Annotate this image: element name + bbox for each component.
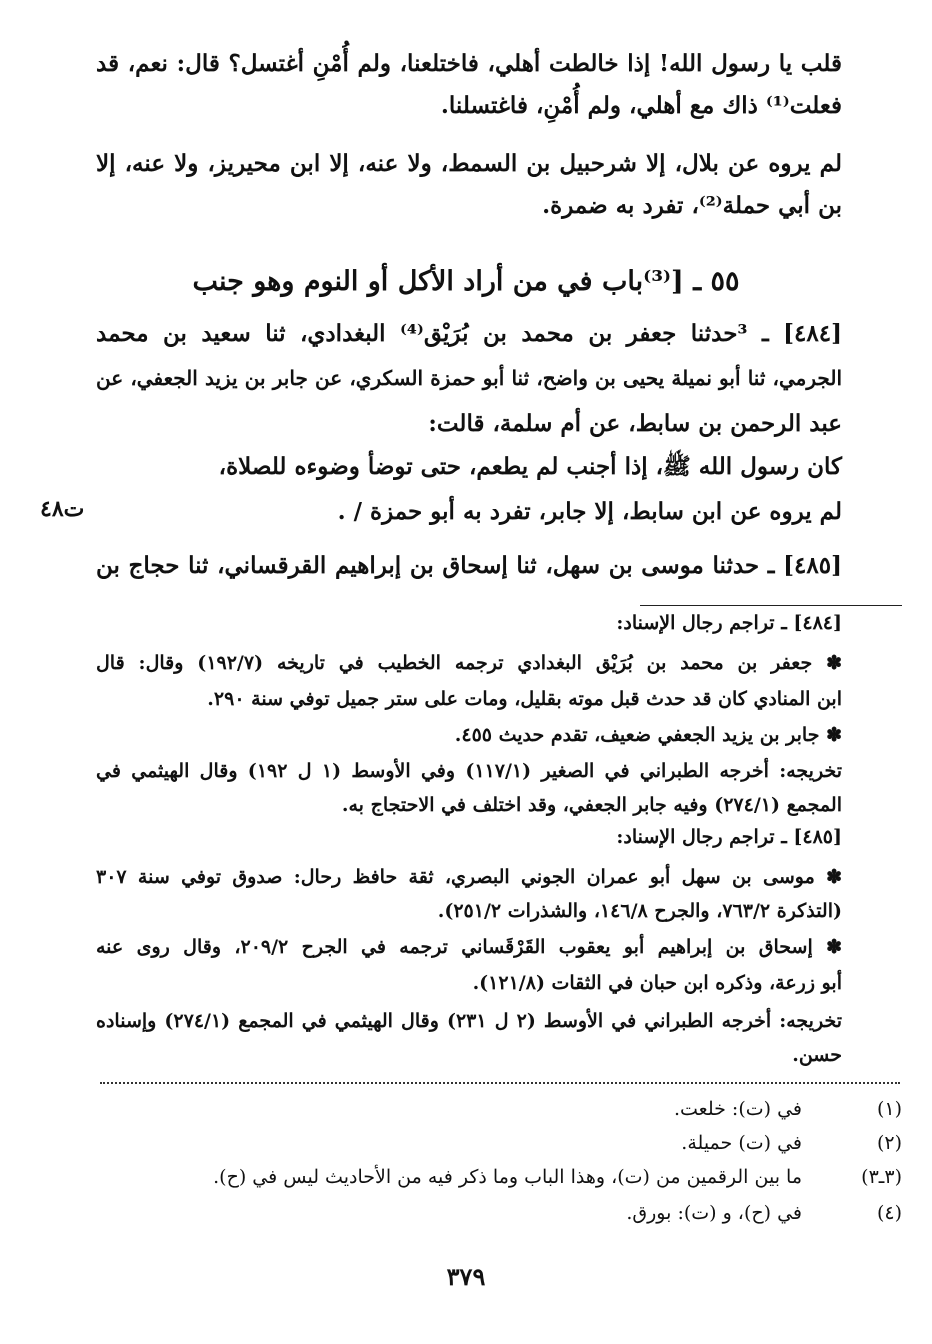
footnote-line: تخريجه: أخرجه الطبراني في الأوسط (٢ ل ٢٣١) وقال الهيثمي في المجمع (٢٧٤/١) وإسناده [96,1010,842,1032]
hadith-line-next: [٤٨٥] ـ حدثنا موسى بن سهل، ثنا إسحاق بن إبراهيم القرقساني، ثنا حجاج بن [96,552,842,579]
footnote-line: أبو زرعة، وذكره ابن حبان في الثقات (١٢١/٨). [472,972,842,994]
note-text: ما بين الرقمين من (ت)، وهذا الباب وما ذكر فيه من الأحاديث ليس في (ح). [213,1166,802,1188]
page-number: ٣٧٩ [446,1262,486,1291]
note-text: في (ت) حميلة. [681,1132,802,1154]
notes-separator [100,1082,900,1084]
hadith-matn: كان رسول الله ﷺ، إذا أجنب لم يطعم، حتى توضأ وضوءه للصلاة، [218,453,842,480]
note-number: (٢) [876,1132,902,1154]
footnote-line: ✽ جعفر بن محمد بن بُرَيْق البغدادي ترجمه الخطيب في تاريخه (١٩٢/٧) وقال: قال [96,652,842,674]
note-number: (٣ـ٣) [861,1166,902,1188]
text-line-1: قلب يا رسول الله! إذا خالطت أهلي، فاختلعنا، ولم أُمْنِ أغتسل؟ قال: نعم، قد [96,50,842,77]
footnote-line: (التذكرة ٧٦٣/٢، والجرح ١٤٦/٨، والشذرات ٢٥١/٢). [437,900,842,922]
footnote-line: ✽ إسحاق بن إبراهيم أبو يعقوب القَرْقَساني ترجمه في الجرح ٢٠٩/٢، وقال روى عنه [96,936,842,958]
footnote-heading-484: [٤٨٤] ـ تراجم رجال الإسناد: [616,612,842,634]
footnote-line: ✽ جابر بن يزيد الجعفي ضعيف، تقدم حديث ٤٥٥. [454,724,842,746]
footnote-line: المجمع (٢٧٤/١) وفيه جابر الجعفي، وقد اختلف في الاحتجاج به. [341,794,842,816]
note-number: (١) [876,1098,902,1120]
text-line-3: لم يروه عن بلال، إلا شرحبيل بن السمط، ولا عنه، إلا ابن محيريز، ولا عنه، إلا [96,150,842,177]
footnote-line: ✽ موسى بن سهل أبو عمران الجوني البصري، ثقة حافظ رحال: صدوق توفي سنة ٣٠٧ [96,866,842,888]
footnote-separator [640,605,902,606]
hadith-line-3: عبد الرحمن بن سابط، عن أم سلمة، قالت: [428,410,842,437]
text-line-2: فعلت⁽¹⁾ ذاك مع أهلي، ولم أُمْنِ، فاغتسلنا. [440,92,842,119]
margin-note: ت٤٨ [40,496,85,522]
footnote-heading-485: [٤٨٥] ـ تراجم رجال الإسناد: [616,826,842,848]
note-text: في (ت): خلعت. [673,1098,802,1120]
hadith-line-1: [٤٨٤] ـ ³حدثنا جعفر بن محمد بن بُرَيْق⁽⁴⁾ البغدادي، ثنا سعيد بن محمد [96,320,842,347]
text-line-4: بن أبي حملة⁽²⁾، تفرد به ضمرة. [542,192,842,219]
footnote-line: تخريجه: أخرجه الطبراني في الصغير (١١٧/١) وفي الأوسط (١ ل ١٩٢) وقال الهيثمي في [96,760,842,782]
note-number: (٤) [876,1202,902,1224]
chapter-heading: ٥٥ ـ [⁽³⁾باب في من أراد الأكل أو النوم وهو جنب [192,266,740,297]
note-text: في (ح)، و (ت): بورق. [626,1202,802,1224]
footnote-line: ابن المنادي كان قد حدث قبل موته بقليل، ومات على ستر جميل توفي سنة ٢٩٠. [207,688,842,710]
hadith-comment: لم يروه عن ابن سابط، إلا جابر، تفرد به أبو حمزة / . [337,498,842,525]
hadith-line-2: الجرمي، ثنا أبو نميلة يحيى بن واضح، ثنا أبو حمزة السكري، عن جابر بن يزيد الجعفي، عن [96,366,842,390]
footnote-line: حسن. [792,1044,842,1066]
